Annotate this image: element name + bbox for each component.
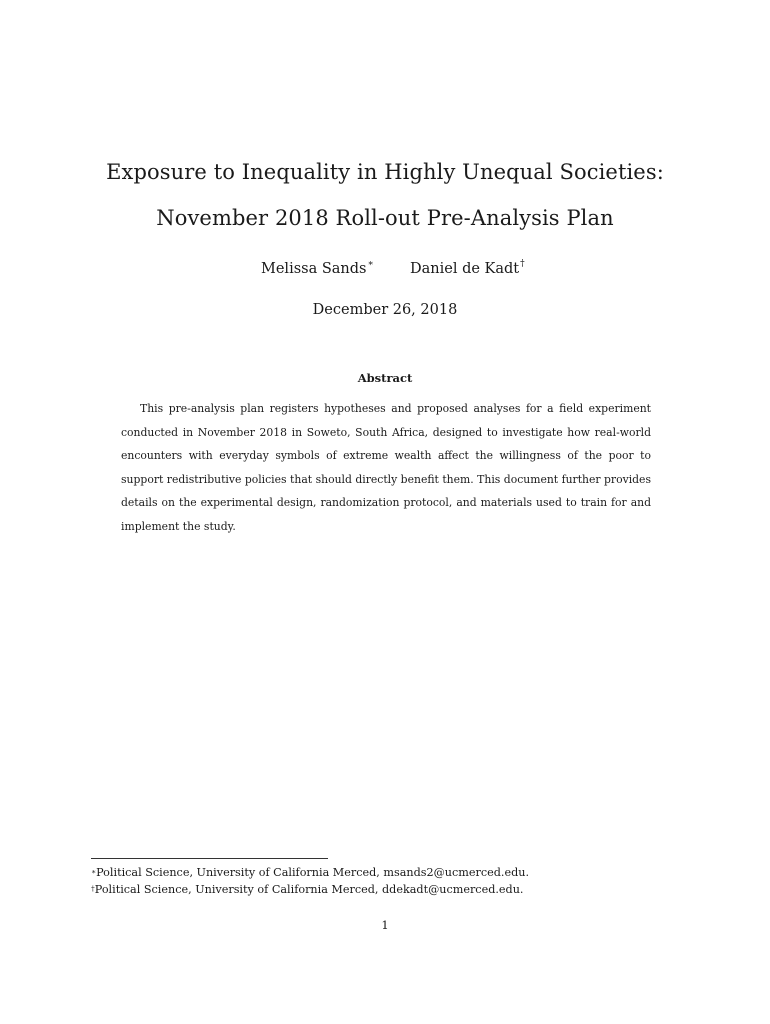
author-list: [0, 261, 770, 283]
paper-date: December 26, 2018: [312, 302, 458, 318]
footnote-2-mark: †: [91, 884, 95, 893]
footnote-1-text: Political Science, University of California Merced, msands2@ucmerced.edu.: [96, 866, 530, 879]
abstract-body: This pre-analysis plan registers hypotheses and proposed analyses for a field experiment conducted in November 2018 in Soweto, South Africa, designed to investigate how real-world encounters with everyday symbols of extreme wealth affect the willingness of the poor to support redistributive policies that should directly benefit them. This document further provides details on the experimental design, randomization protocol, and materials used to train for and implement the study.: [121, 402, 651, 533]
author-1: [261, 261, 374, 277]
footnote-1-mark: ∗: [91, 867, 97, 876]
paper-title-line-2: November 2018 Roll-out Pre-Analysis Plan: [156, 206, 614, 230]
author-2-name: Daniel de Kadt: [410, 261, 520, 277]
author-1-footnote-mark: ∗: [367, 259, 374, 269]
footnote-2-text: Political Science, University of California Merced, ddekadt@ucmerced.edu.: [94, 883, 524, 896]
author-2: [410, 261, 525, 277]
footnote-1: [91, 864, 691, 881]
footnotes: [91, 864, 691, 898]
footnote-2: [91, 881, 691, 898]
author-1-name: Melissa Sands: [261, 261, 367, 277]
footnote-divider: [91, 858, 328, 859]
page-number: 1: [381, 918, 389, 932]
paper-title-line-1: Exposure to Inequality in Highly Unequal Societies:: [106, 160, 664, 184]
author-2-footnote-mark: †: [520, 259, 525, 269]
abstract-heading: Abstract: [357, 371, 413, 385]
